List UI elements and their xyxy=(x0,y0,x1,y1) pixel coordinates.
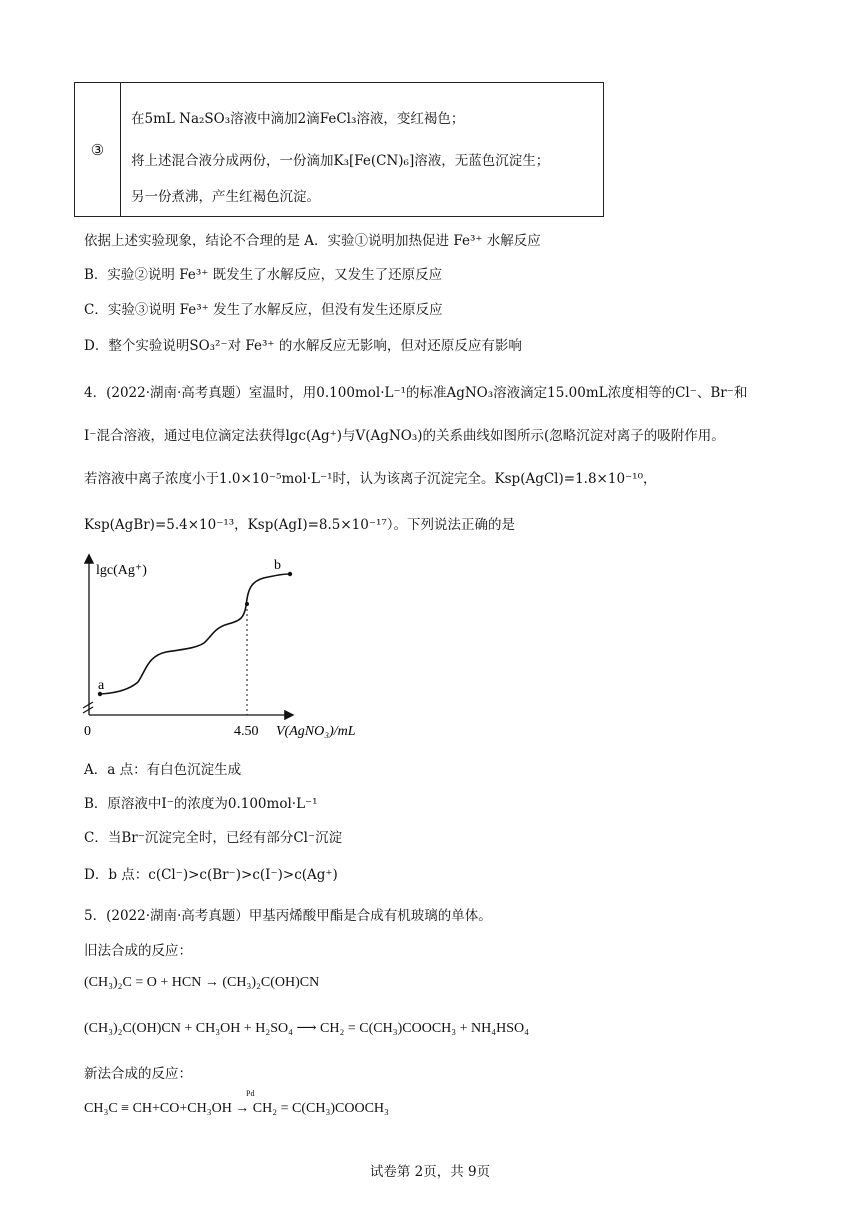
q5-line-1: 5．(2022·湖南·高考真题）甲基丙烯酸甲酯是合成有机玻璃的单体。 xyxy=(84,908,492,924)
point-b-label: b xyxy=(274,558,281,573)
point-b xyxy=(288,572,292,576)
experiment-table xyxy=(74,82,604,217)
q3-option-b: B．实验②说明 Fe³⁺ 既发生了水解反应，又发生了还原反应 xyxy=(84,267,443,283)
experiment-row-1: 在5mL Na₂SO₃溶液中滴加2滴FeCl₃溶液，变红褐色； xyxy=(131,111,465,127)
q4-option-b: B．原溶液中I⁻的浓度为0.100mol·L⁻¹ xyxy=(84,796,318,812)
experiment-number: ③ xyxy=(75,83,121,216)
q5-equation-2: (CH₃)₂C(OH)CN + CH₃OH + H₂SO₄ ⟶ CH₂ = C(CH₃)COOCH₃ + NH₄HSO₄ xyxy=(84,1021,530,1036)
q4-option-c: C．当Br⁻沉淀完全时，已经有部分Cl⁻沉淀 xyxy=(84,830,343,846)
x-tick-label: 4.50 xyxy=(234,724,259,739)
q4-line-2: I⁻混合溶液，通过电位滴定法获得lgc(Ag⁺)与V(AgNO₃)的关系曲线如图所示(忽略沉淀对离子的吸附作用。 xyxy=(84,428,725,444)
q4-line-4: Ksp(AgBr)=5.4×10⁻¹³，Ksp(AgI)=8.5×10⁻¹⁷）。下列说法正确的是 xyxy=(84,517,516,533)
y-axis-label: lgc(Ag⁺) xyxy=(96,563,147,578)
q4-line-3: 若溶液中离子浓度小于1.0×10⁻⁵mol·L⁻¹时，认为该离子沉淀完全。Ksp(AgCl)=1.8×10⁻¹⁰， xyxy=(84,471,657,487)
q4-option-a: A．a 点：有白色沉淀生成 xyxy=(84,762,242,778)
q3-option-c: C．实验③说明 Fe³⁺ 发生了水解反应，但没有发生还原反应 xyxy=(84,302,443,318)
q5-equation-1: (CH₃)₂C = O + HCN → (CH₃)₂C(OH)CN xyxy=(84,975,320,990)
x-axis-label: V(AgNO₃)/mL xyxy=(276,724,356,739)
experiment-row-2: 将上述混合液分成两份，一份滴加K₃[Fe(CN)₆]溶液，无蓝色沉淀生； xyxy=(131,153,550,169)
q5-new-method-label: 新法合成的反应： xyxy=(84,1066,192,1082)
axis-break-mark xyxy=(83,707,93,713)
q5-equation-3: CH₃C ≡ CH+CO+CH₃OH → CH₂ = C(CH₃)COOCH₃ xyxy=(84,1101,389,1116)
experiment-row-3: 另一份煮沸，产生红褐色沉淀。 xyxy=(131,189,320,205)
q4-option-d: D．b 点：c(Cl⁻)>c(Br⁻)>c(I⁻)>c(Ag⁺) xyxy=(84,867,338,883)
origin-label: 0 xyxy=(84,724,91,739)
q5-old-method-label: 旧法合成的反应： xyxy=(84,943,192,959)
q3-stem: 依据上述实验现象，结论不合理的是 A．实验①说明加热促进 Fe³⁺ 水解反应 xyxy=(84,233,541,249)
q5-catalyst-label: Pd xyxy=(246,1089,255,1098)
axis-break-mark xyxy=(83,702,93,708)
point-equivalence xyxy=(245,602,249,606)
titration-curve xyxy=(100,574,290,694)
q3-option-d: D．整个实验说明SO₃²⁻对 Fe³⁺ 的水解反应无影响，但对还原反应有影响 xyxy=(84,338,522,354)
titration-chart xyxy=(78,550,378,740)
point-a-label: a xyxy=(98,678,105,693)
page-footer: 试卷第 2页，共 9页 xyxy=(369,1164,491,1180)
q4-line-1: 4．(2022·湖南·高考真题）室温时，用0.100mol·L⁻¹的标准AgNO₃溶液滴定15.00mL浓度相等的Cl⁻、Br⁻和 xyxy=(84,385,748,401)
